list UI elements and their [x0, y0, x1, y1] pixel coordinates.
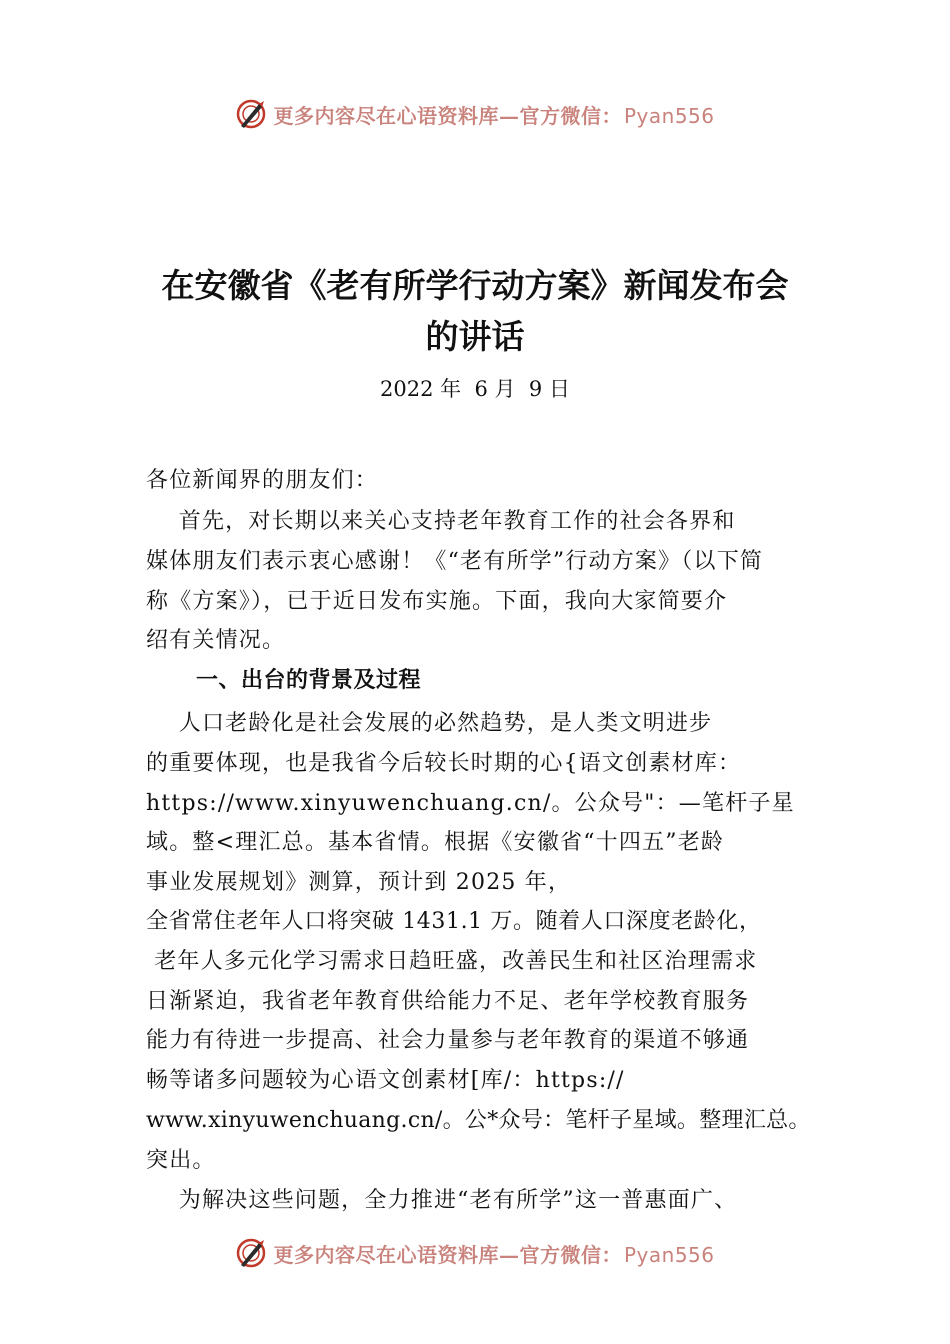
body-line: 首先，对长期以来关心支持老年教育工作的社会各界和 — [146, 509, 736, 534]
body-line: 称《方案》），已于近日发布实施。下面，我向大家简要介 — [146, 589, 728, 614]
body-line: https://www.xinyuwenchuang.cn/。公众号"：—笔杆子星 — [146, 791, 795, 816]
body-line: 为解决这些问题，全力推进“老有所学”这一普惠面广、 — [146, 1188, 738, 1213]
quill-logo-icon — [235, 98, 267, 130]
body-line: 域。整<理汇总。基本省情。根据《安徽省“十四五”老龄 — [146, 830, 725, 855]
body-line: 老年人多元化学习需求日趋旺盛，改善民生和社区治理需求 — [146, 949, 758, 974]
watermark-label: 更多内容尽在心语资料库—官方微信： — [273, 103, 622, 128]
body-line: 人口老龄化是社会发展的必然趋势，是人类文明进步 — [146, 711, 713, 736]
body-line: 事业发展规划》测算，预计到 2025 年， — [146, 870, 572, 895]
watermark-text — [273, 1239, 714, 1268]
watermark-text — [273, 100, 714, 129]
footer-watermark — [0, 1233, 950, 1273]
document-title-line-2: 的讲话 — [425, 317, 525, 356]
body-line: 全省常住老年人口将突破 1431.1 万。随着人口深度老龄化， — [146, 909, 762, 934]
salutation: 各位新闻界的朋友们： — [146, 468, 379, 493]
header-watermark — [0, 94, 950, 134]
body-line: 的重要体现，也是我省今后较长时期的心{语文创素材库： — [146, 751, 742, 776]
body-line: 媒体朋友们表示衷心感谢！《“老有所学”行动方案》（以下简 — [146, 549, 764, 574]
body-line: 绍有关情况。 — [146, 628, 286, 653]
watermark-wechat-id: Pyan556 — [623, 103, 715, 128]
body-line: 日渐紧迫，我省老年教育供给能力不足、老年学校教育服务 — [146, 989, 750, 1014]
body-line: 突出。 — [146, 1148, 216, 1173]
body-line: 畅等诸多问题较为心语文创素材[库/：https:// — [146, 1068, 625, 1093]
body-line: www.xinyuwenchuang.cn/。公*众号：笔杆子星域。整理汇总。 — [146, 1108, 811, 1133]
section-heading: 一、出台的背景及过程 — [196, 668, 422, 693]
document-date: 2022 年 6 月 9 日 — [380, 377, 570, 401]
watermark-label: 更多内容尽在心语资料库—官方微信： — [273, 1242, 622, 1267]
watermark-wechat-id: Pyan556 — [623, 1242, 715, 1267]
document-title-line-1: 在安徽省《老有所学行动方案》新闻发布会 — [161, 266, 789, 305]
body-line: 能力有待进一步提高、社会力量参与老年教育的渠道不够通 — [146, 1028, 750, 1053]
quill-logo-icon — [235, 1237, 267, 1269]
